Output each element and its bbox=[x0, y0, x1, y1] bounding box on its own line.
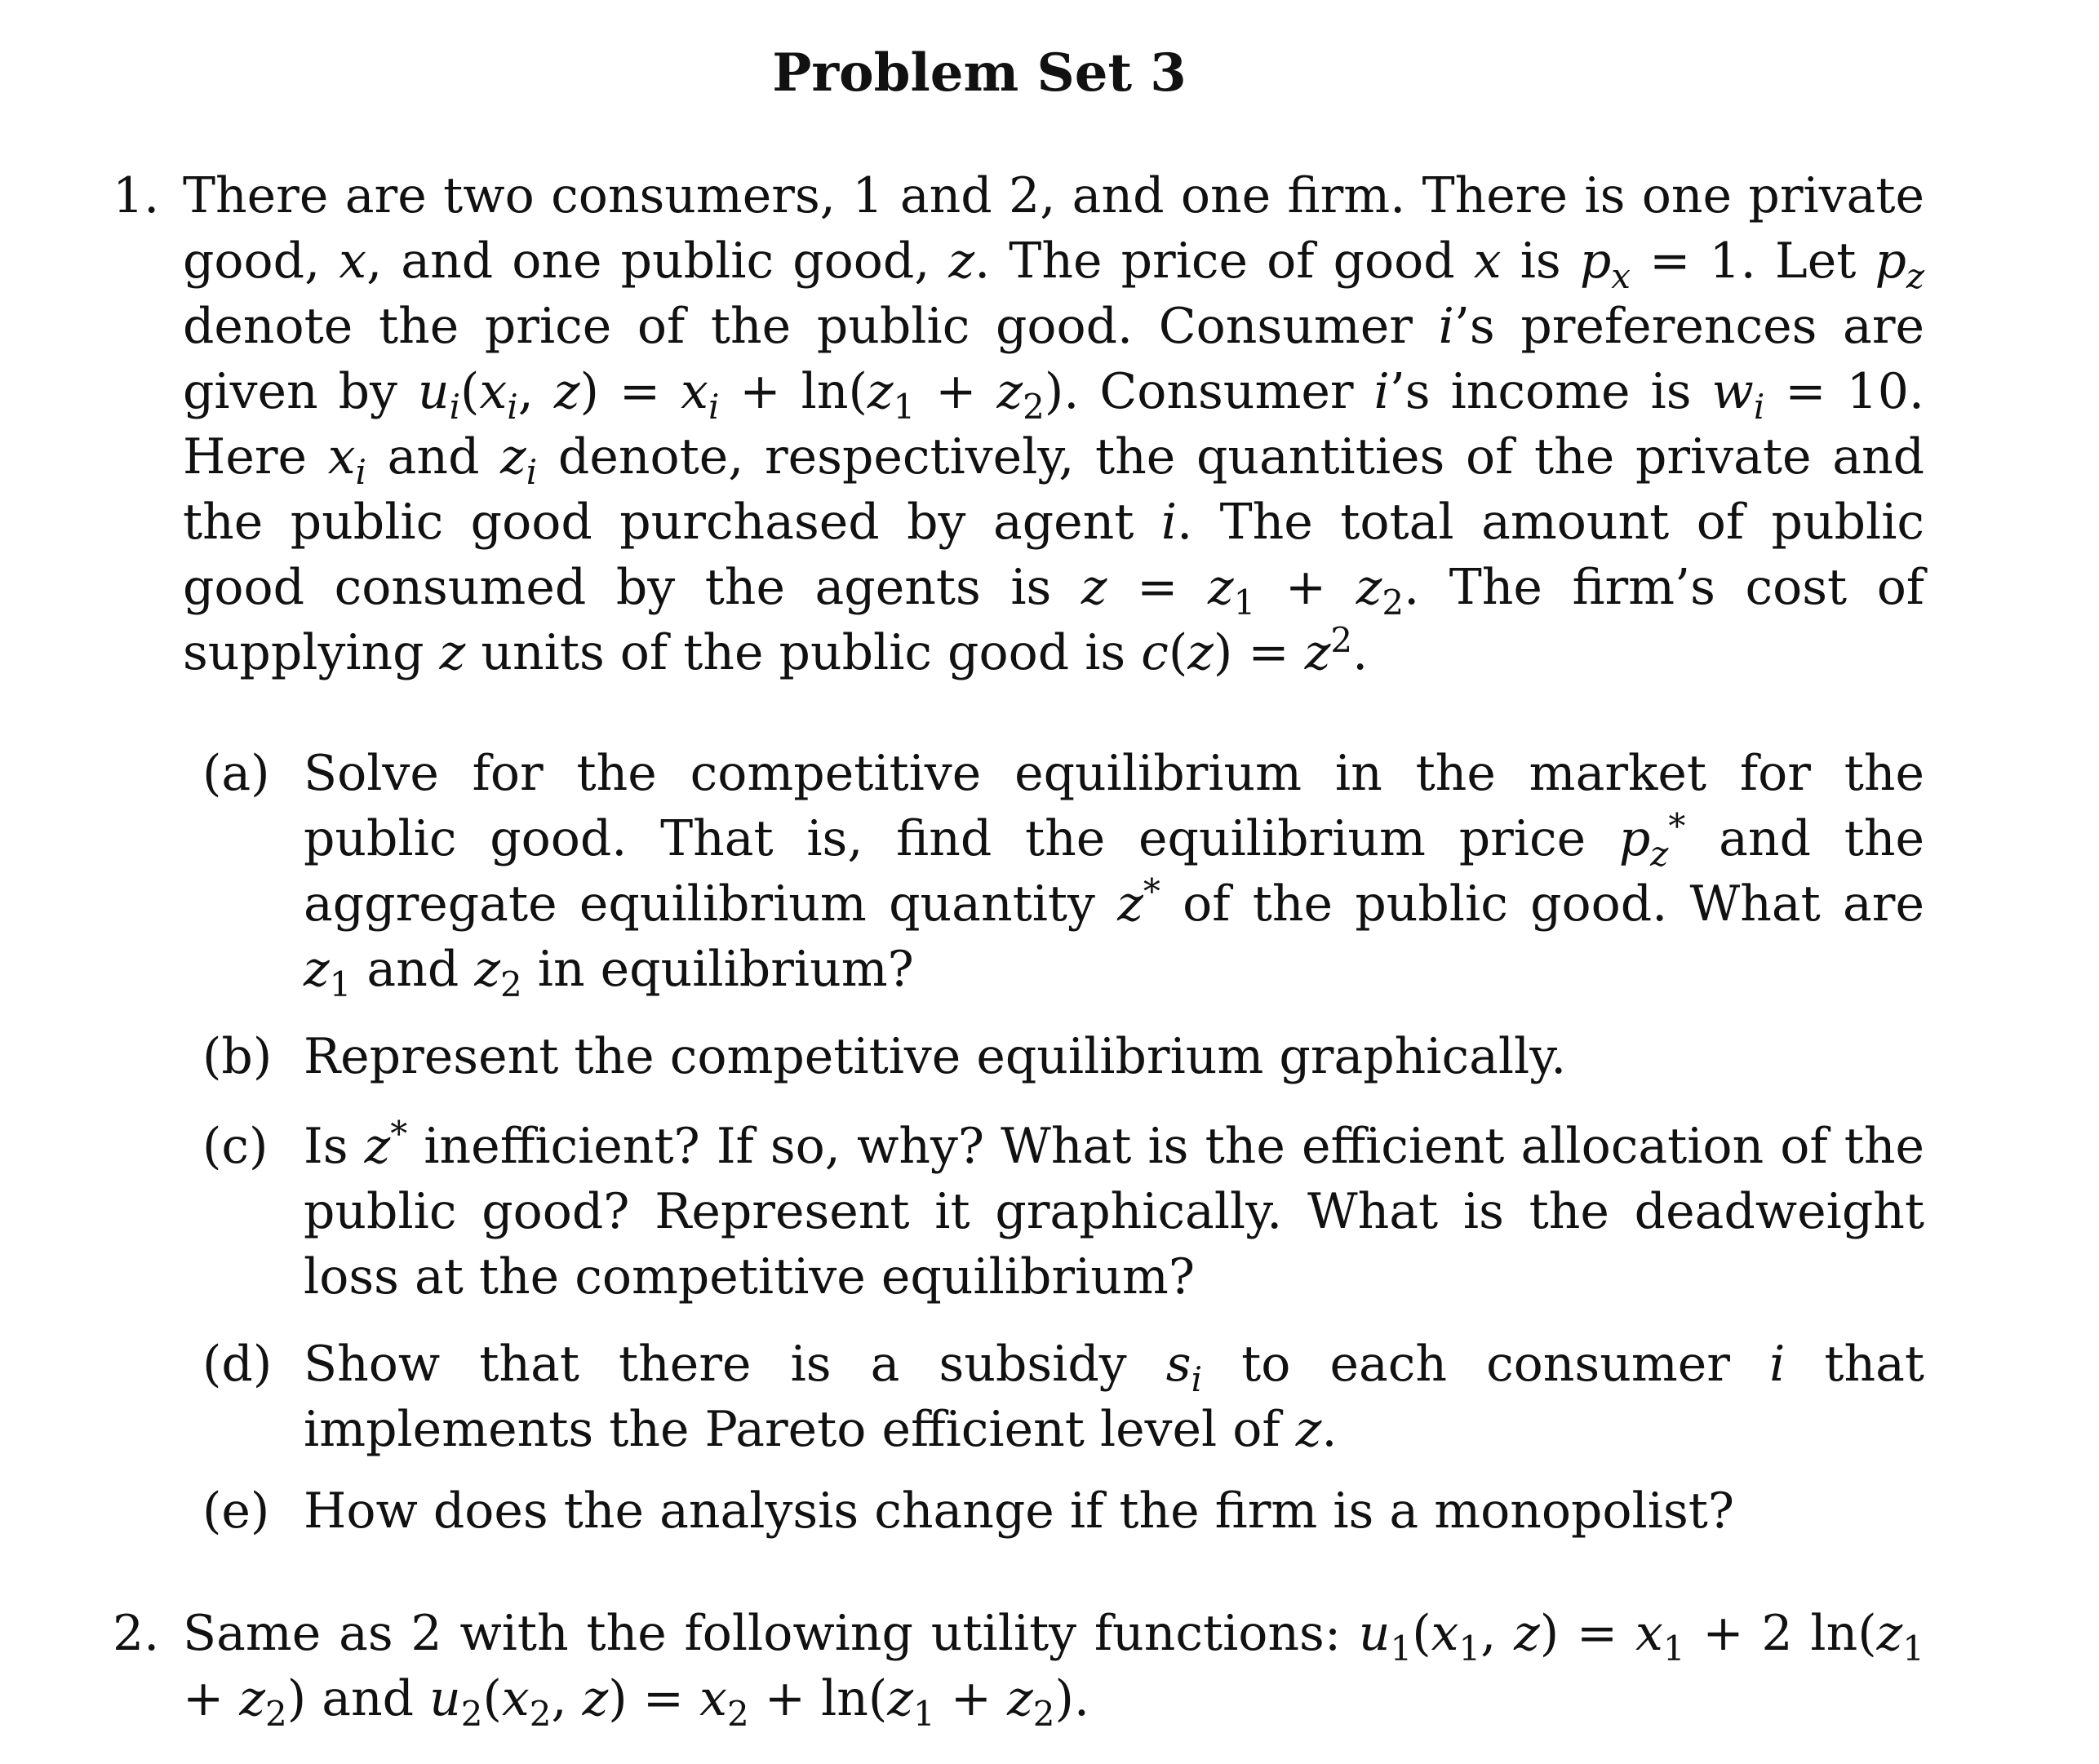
problem-number: 2. bbox=[113, 1605, 160, 1662]
subquestion-d bbox=[202, 1332, 1924, 1462]
problem-text: There are two consumers, 1 and 2, and one firm. There is one private good, x, and one public good, z. The price of good x is $p_x = 1$. Let $p_z$ denote the price of the public good. Consumer i’s preferences are given by $u_i(x_i$, $z) = x_i + \ln(z_1 + z_2)$. Consumer i’s income is $w_i = 10$. Here $x_i$ and $z_i$ denote, respectively, the quantities of the private and the public good purchased by agent i. The total amount of public good consumed by the agents is $z = z_1 + z_2$. The firm’s cost of supplying z units of the public good is $c(z) = z^2$. bbox=[183, 167, 1925, 681]
problem-number: 1. bbox=[113, 167, 160, 224]
subquestion-text: How does the analysis change if the firm is a monopolist? bbox=[304, 1483, 1735, 1540]
subquestion-label: (d) bbox=[202, 1336, 273, 1393]
subquestion-c bbox=[202, 1114, 1924, 1310]
problem-2 bbox=[113, 1601, 1924, 1734]
subquestion-a bbox=[202, 741, 1924, 1002]
problem-text: Same as 2 with the following utility functions: $u_1(x_1$, $z) = x_1 + 2$ $\ln(z_1 + z_2)$ and $u_2(x_2$, $z) = x_2 + \ln(z_1 + z_2)$. bbox=[183, 1605, 1924, 1734]
page-title: Problem Set 3 bbox=[772, 42, 1187, 104]
subquestion-b bbox=[202, 1024, 1924, 1089]
subquestion-label: (b) bbox=[202, 1028, 273, 1085]
subquestion-text: Represent the competitive equilibrium graphically. bbox=[304, 1028, 1567, 1085]
subquestion-e bbox=[202, 1478, 1924, 1544]
subquestion-label: (e) bbox=[202, 1483, 270, 1540]
problem-1 bbox=[113, 163, 1924, 685]
subquestion-text: Solve for the competitive equilibrium in the market for the public good. That is, find the equilibrium price $p_z^*$ and the aggregate equilibrium quantity z* of the public good. What are $z_1$ and $z_2$ in equilibrium? bbox=[304, 745, 1924, 1004]
subquestion-label: (a) bbox=[202, 745, 270, 802]
subquestion-text: Show that there is a subsidy $s_i$ to each consumer i that implements the Pareto efficient level of z. bbox=[304, 1336, 1924, 1458]
subquestion-label: (c) bbox=[202, 1118, 268, 1175]
subquestion-text: Is z* inefficient? If so, why? What is the efficient allocation of the public good? Represent it graphically. What is the deadweight loss at the competitive equilibrium? bbox=[304, 1114, 1924, 1305]
